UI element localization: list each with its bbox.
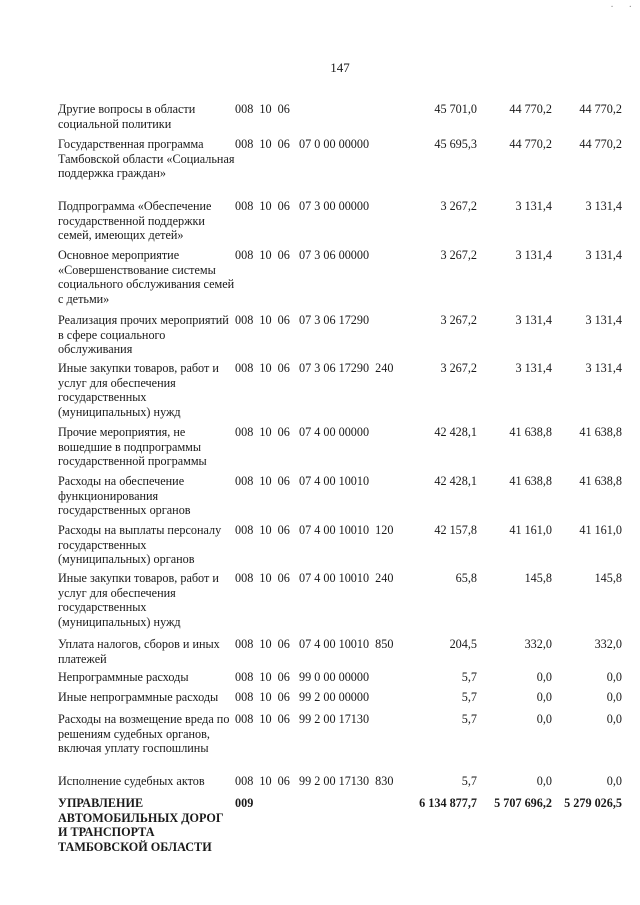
- row-value-1: 5,7: [461, 690, 477, 704]
- row-value-2: 44 770,2: [509, 102, 552, 116]
- row-name: Иные закупки товаров, работ и услуг для обеспечения государственных (муниципальных) нужд: [58, 571, 219, 629]
- row-value-1: 65,8: [455, 571, 477, 585]
- row-value-3: 0,0: [606, 712, 622, 726]
- row-code: 008 10 06 07 4 00 10010 120: [235, 523, 394, 537]
- scan-dots: · ·: [610, 2, 632, 13]
- row-code: 008 10 06 07 4 00 10010: [235, 474, 370, 488]
- page-number: 147: [330, 60, 350, 75]
- row-value-3: 5 279 026,5: [564, 796, 622, 810]
- row-value-1: 42 157,8: [434, 523, 477, 537]
- row-name: Иные непрограммные расходы: [58, 690, 219, 704]
- row-code: 008 10 06 07 3 06 17290: [235, 313, 370, 327]
- row-name: Расходы на возмещение вреда по решениям судебных органов, включая уплату госпошлины: [58, 712, 230, 756]
- row-value-3: 332,0: [594, 637, 622, 651]
- row-value-1: 5,7: [461, 774, 477, 788]
- row-value-1: 204,5: [449, 637, 477, 651]
- row-code: 008 10 06 07 4 00 00000: [235, 425, 370, 439]
- row-code: 008 10 06 99 2 00 17130 830: [235, 774, 394, 788]
- row-value-2: 0,0: [536, 670, 552, 684]
- row-value-1: 45 701,0: [434, 102, 477, 116]
- row-value-2: 0,0: [536, 690, 552, 704]
- row-value-2: 0,0: [536, 774, 552, 788]
- row-value-2: 41 638,8: [509, 474, 552, 488]
- row-code: 008 10 06 07 0 00 00000: [235, 137, 370, 151]
- row-value-1: 42 428,1: [434, 474, 477, 488]
- row-name: Основное мероприятие «Совершенствование системы социального обслуживания семей с детьми»: [58, 248, 235, 306]
- row-value-3: 3 131,4: [585, 361, 622, 375]
- row-name: Расходы на обеспечение функционирования государственных органов: [58, 474, 191, 518]
- row-value-2: 3 131,4: [515, 361, 552, 375]
- row-name: Расходы на выплаты персоналу государственных (муниципальных) органов: [58, 523, 222, 567]
- row-name: Непрограммные расходы: [58, 670, 189, 684]
- row-value-2: 3 131,4: [515, 248, 552, 262]
- row-value-1: 6 134 877,7: [419, 796, 477, 810]
- row-value-3: 0,0: [606, 670, 622, 684]
- row-value-3: 0,0: [606, 774, 622, 788]
- row-code: 008 10 06: [235, 102, 290, 116]
- row-code: 008 10 06 07 3 06 00000: [235, 248, 370, 262]
- row-code: 008 10 06 07 4 00 10010 850: [235, 637, 394, 651]
- row-value-3: 44 770,2: [579, 102, 622, 116]
- row-name: Реализация прочих мероприятий в сфере социального обслуживания: [58, 313, 229, 357]
- row-value-2: 145,8: [524, 571, 552, 585]
- row-name: Другие вопросы в области социальной политики: [58, 102, 196, 131]
- row-value-3: 3 131,4: [585, 199, 622, 213]
- row-value-1: 5,7: [461, 712, 477, 726]
- row-code: 008 10 06 07 3 06 17290 240: [235, 361, 394, 375]
- row-value-1: 5,7: [461, 670, 477, 684]
- row-value-1: 3 267,2: [440, 248, 477, 262]
- row-value-3: 41 638,8: [579, 474, 622, 488]
- row-value-2: 5 707 696,2: [494, 796, 552, 810]
- row-name: Уплата налогов, сборов и иных платежей: [58, 637, 220, 666]
- row-value-1: 3 267,2: [440, 313, 477, 327]
- row-value-1: 45 695,3: [434, 137, 477, 151]
- row-value-1: 3 267,2: [440, 199, 477, 213]
- row-value-3: 41 638,8: [579, 425, 622, 439]
- row-code: 009: [235, 796, 254, 810]
- row-value-3: 41 161,0: [579, 523, 622, 537]
- row-value-3: 145,8: [594, 571, 622, 585]
- row-value-3: 3 131,4: [585, 313, 622, 327]
- row-name: Прочие мероприятия, не вошедшие в подпрограммы государственной программы: [58, 425, 207, 469]
- row-code: 008 10 06 99 0 00 00000: [235, 670, 370, 684]
- row-code: 008 10 06 07 3 00 00000: [235, 199, 370, 213]
- row-code: 008 10 06 99 2 00 00000: [235, 690, 370, 704]
- row-value-3: 3 131,4: [585, 248, 622, 262]
- row-name: Подпрограмма «Обеспечение государственной поддержки семей, имеющих детей»: [58, 199, 212, 243]
- row-name: Исполнение судебных актов: [58, 774, 205, 788]
- row-name: Государственная программа Тамбовской области «Социальная поддержка граждан»: [58, 137, 235, 181]
- row-value-2: 3 131,4: [515, 313, 552, 327]
- row-value-2: 3 131,4: [515, 199, 552, 213]
- row-code: 008 10 06 99 2 00 17130: [235, 712, 370, 726]
- row-name: УПРАВЛЕНИЕ АВТОМОБИЛЬНЫХ ДОРОГ И ТРАНСПОРТА ТАМБОВСКОЙ ОБЛАСТИ: [58, 796, 224, 854]
- row-code: 008 10 06 07 4 00 10010 240: [235, 571, 394, 585]
- row-value-2: 41 638,8: [509, 425, 552, 439]
- row-value-1: 3 267,2: [440, 361, 477, 375]
- row-value-3: 0,0: [606, 690, 622, 704]
- row-value-1: 42 428,1: [434, 425, 477, 439]
- row-value-2: 44 770,2: [509, 137, 552, 151]
- row-value-2: 41 161,0: [509, 523, 552, 537]
- row-name: Иные закупки товаров, работ и услуг для обеспечения государственных (муниципальных) нужд: [58, 361, 219, 419]
- row-value-2: 332,0: [524, 637, 552, 651]
- row-value-3: 44 770,2: [579, 137, 622, 151]
- row-value-2: 0,0: [536, 712, 552, 726]
